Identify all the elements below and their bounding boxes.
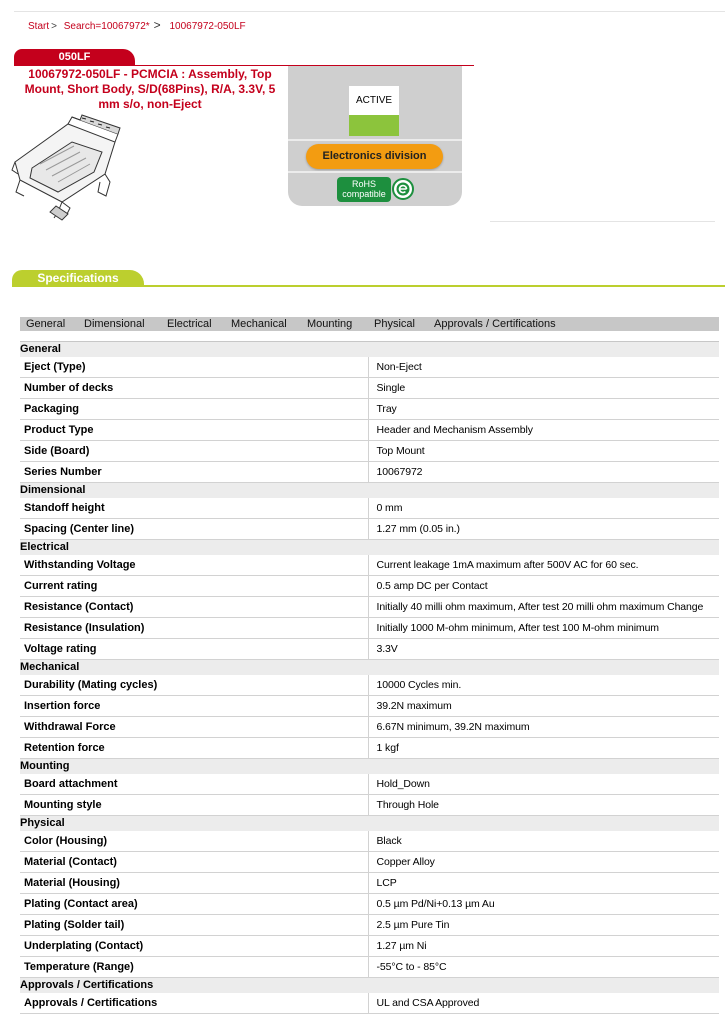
tab-physical[interactable]: Physical (374, 318, 415, 330)
specifications-table (20, 341, 719, 1014)
spec-value: 2.5 µm Pure Tin (368, 915, 719, 936)
table-row (20, 441, 719, 462)
product-image (10, 112, 130, 222)
spec-key: Withstanding Voltage (20, 555, 368, 576)
spec-value: UL and CSA Approved (368, 993, 719, 1014)
group-header: Dimensional (20, 483, 719, 498)
spec-key: Number of decks (20, 378, 368, 399)
table-row (20, 675, 719, 696)
spec-value: 10067972 (368, 462, 719, 483)
spec-key: Current rating (20, 576, 368, 597)
status-label: ACTIVE (355, 95, 393, 106)
spec-value: Top Mount (368, 441, 719, 462)
spec-key: Plating (Contact area) (20, 894, 368, 915)
spec-key: Resistance (Contact) (20, 597, 368, 618)
group-physical (20, 816, 719, 831)
division-badge[interactable]: Electronics division (306, 144, 443, 169)
spec-key: Color (Housing) (20, 831, 368, 852)
spec-key: Plating (Solder tail) (20, 915, 368, 936)
status-color-bar (349, 115, 399, 136)
spec-key: Standoff height (20, 498, 368, 519)
spec-value: Single (368, 378, 719, 399)
spec-key: Approvals / Certifications (20, 993, 368, 1014)
spec-key: Temperature (Range) (20, 957, 368, 978)
spec-tabs-bar (20, 317, 719, 331)
spec-value: 0 mm (368, 498, 719, 519)
table-row (20, 915, 719, 936)
spec-value: 6.67N minimum, 39.2N maximum (368, 717, 719, 738)
spec-value: Initially 1000 M-ohm minimum, After test 100 M-ohm minimum (368, 618, 719, 639)
breadcrumb (28, 18, 246, 32)
rohs-line-1: RoHS (351, 179, 376, 189)
table-row (20, 993, 719, 1014)
tab-general[interactable]: General (26, 318, 66, 330)
spec-key: Side (Board) (20, 441, 368, 462)
group-mounting (20, 759, 719, 774)
panel-divider (288, 139, 462, 141)
top-divider (14, 11, 725, 12)
spec-key: Eject (Type) (20, 357, 368, 378)
table-row (20, 357, 719, 378)
spec-value: LCP (368, 873, 719, 894)
rohs-line-2: compatible (342, 189, 386, 199)
table-row (20, 852, 719, 873)
group-electrical (20, 540, 719, 555)
group-mechanical (20, 660, 719, 675)
spec-key: Material (Housing) (20, 873, 368, 894)
table-row (20, 555, 719, 576)
table-row (20, 420, 719, 441)
spec-value: -55°C to - 85°C (368, 957, 719, 978)
spec-value: 39.2N maximum (368, 696, 719, 717)
spec-value: Non-Eject (368, 357, 719, 378)
table-row (20, 774, 719, 795)
group-general (20, 342, 719, 357)
table-row (20, 873, 719, 894)
group-header: Physical (20, 816, 719, 831)
table-row (20, 498, 719, 519)
status-panel (288, 66, 462, 206)
spec-value: 3.3V (368, 639, 719, 660)
side-divider (490, 221, 715, 222)
breadcrumb-start-link[interactable]: Start (28, 21, 50, 32)
spec-key: Spacing (Center line) (20, 519, 368, 540)
specifications-divider (12, 285, 725, 287)
breadcrumb-separator: > (153, 18, 161, 32)
table-row (20, 696, 719, 717)
part-variant-tab: 050LF (14, 49, 135, 65)
table-row (20, 936, 719, 957)
spec-key: Underplating (Contact) (20, 936, 368, 957)
group-header: Mechanical (20, 660, 719, 675)
breadcrumb-search-link[interactable]: Search=10067972* (63, 21, 150, 32)
table-row (20, 795, 719, 816)
group-header: Electrical (20, 540, 719, 555)
group-header: Approvals / Certifications (20, 978, 719, 993)
spec-key: Durability (Mating cycles) (20, 675, 368, 696)
table-row (20, 639, 719, 660)
group-dimensional (20, 483, 719, 498)
spec-value: 0.5 µm Pd/Ni+0.13 µm Au (368, 894, 719, 915)
breadcrumb-current[interactable]: 10067972-050LF (169, 21, 246, 32)
spec-value: 1.27 µm Ni (368, 936, 719, 957)
spec-value: Through Hole (368, 795, 719, 816)
table-row (20, 717, 719, 738)
spec-value: 1.27 mm (0.05 in.) (368, 519, 719, 540)
tab-mechanical[interactable]: Mechanical (231, 318, 287, 330)
table-row (20, 519, 719, 540)
spec-key: Material (Contact) (20, 852, 368, 873)
table-row (20, 738, 719, 759)
table-row (20, 576, 719, 597)
table-row (20, 399, 719, 420)
breadcrumb-separator: > (51, 21, 57, 32)
spec-key: Withdrawal Force (20, 717, 368, 738)
spec-key: Resistance (Insulation) (20, 618, 368, 639)
table-row (20, 378, 719, 399)
eco-e-icon (392, 178, 414, 200)
spec-key: Voltage rating (20, 639, 368, 660)
spec-value: Header and Mechanism Assembly (368, 420, 719, 441)
spec-value: Initially 40 milli ohm maximum, After test 20 milli ohm maximum Change (368, 597, 719, 618)
spec-value: Tray (368, 399, 719, 420)
specifications-tab[interactable]: Specifications (12, 270, 144, 287)
table-row (20, 894, 719, 915)
product-title: 10067972-050LF - PCMCIA : Assembly, Top Mount, Short Body, S/D(68Pins), R/A, 3.3V, 5 mm s/o, non-Eject (24, 67, 276, 111)
status-indicator (349, 86, 399, 136)
tab-approvals-certifications[interactable]: Approvals / Certifications (434, 318, 556, 330)
table-row (20, 462, 719, 483)
table-row (20, 957, 719, 978)
spec-key: Packaging (20, 399, 368, 420)
panel-divider (288, 171, 462, 173)
tab-electrical[interactable]: Electrical (167, 318, 212, 330)
rohs-badge (337, 177, 391, 202)
spec-value: Copper Alloy (368, 852, 719, 873)
spec-key: Board attachment (20, 774, 368, 795)
spec-value: 1 kgf (368, 738, 719, 759)
spec-key: Product Type (20, 420, 368, 441)
table-row (20, 597, 719, 618)
spec-value: Hold_Down (368, 774, 719, 795)
spec-key: Insertion force (20, 696, 368, 717)
spec-value: 0.5 amp DC per Contact (368, 576, 719, 597)
spec-value: Current leakage 1mA maximum after 500V AC for 60 sec. (368, 555, 719, 576)
table-row (20, 618, 719, 639)
spec-key: Retention force (20, 738, 368, 759)
spec-key: Series Number (20, 462, 368, 483)
spec-value: Black (368, 831, 719, 852)
table-row (20, 831, 719, 852)
spec-key: Mounting style (20, 795, 368, 816)
group-header: General (20, 342, 719, 357)
spec-value: 10000 Cycles min. (368, 675, 719, 696)
group-header: Mounting (20, 759, 719, 774)
tab-dimensional[interactable]: Dimensional (84, 318, 145, 330)
tab-mounting[interactable]: Mounting (307, 318, 353, 330)
group-approvals-certifications (20, 978, 719, 993)
